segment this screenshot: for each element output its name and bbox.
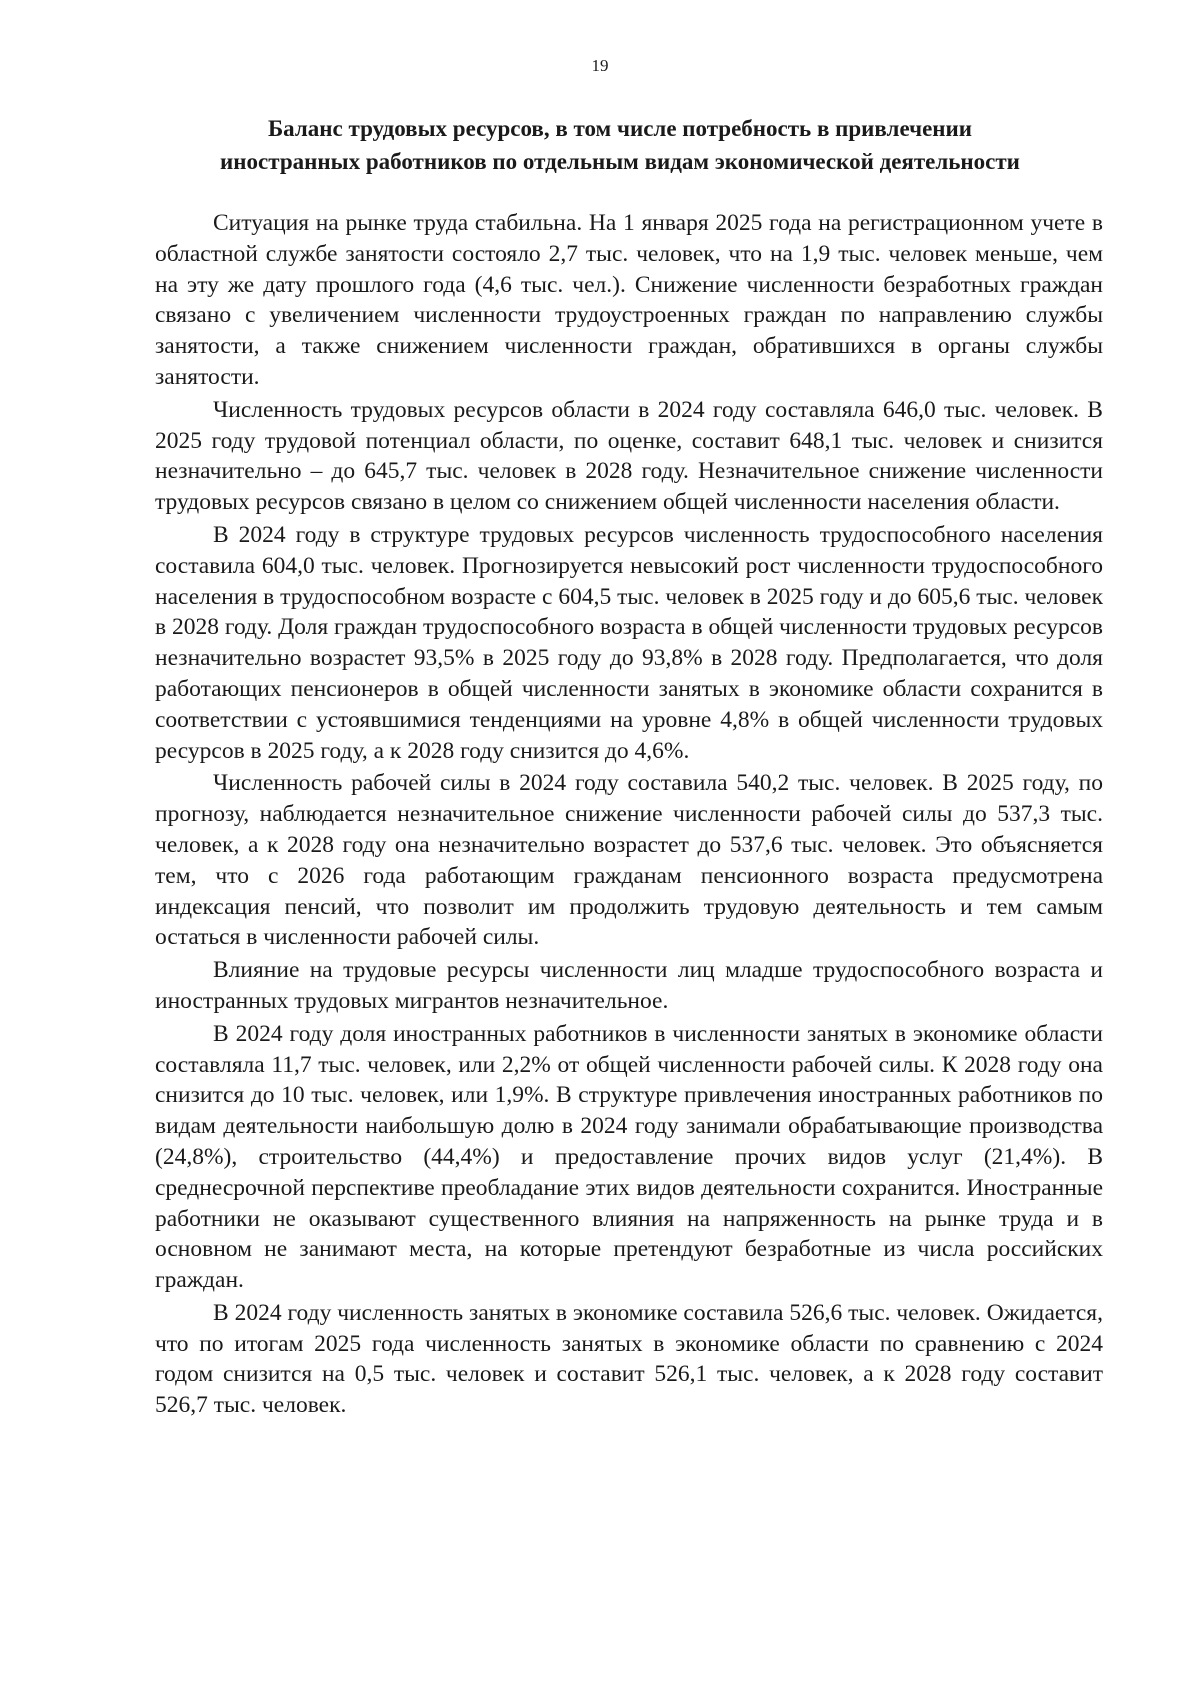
heading-line-1: Баланс трудовых ресурсов, в том числе потребность в привлечении: [267, 116, 973, 141]
paragraph: В 2024 году доля иностранных работников в численности занятых в экономике области составляла 11,7 тыс. человек, или 2,2% от общей численности рабочей силы. К 2028 году она снизится до 10 тыс. человек, или 1,9%. В структуре привлечения иностранных работников по видам деятельности наибольшую долю в 2024 году занимали обрабатывающие производства (24,8%), строительство (44,4%) и предоставление прочих видов услуг (21,4%). В среднесрочной перспективе преобладание этих видов деятельности сохранится. Иностранные работники не оказывают существенного влияния на напряженность на рынке труда и в основном не занимают места, на которые претендуют безработные из числа российских граждан.: [155, 1020, 1103, 1294]
body-text: [155, 208, 1103, 1423]
paragraph: В 2024 году в структуре трудовых ресурсов численность трудоспособного населения составила 604,0 тыс. человек. Прогнозируется невысокий рост численности трудоспособного населения в трудоспособном возрасте с 604,5 тыс. человек в 2025 году и до 605,6 тыс. человек в 2028 году. Доля граждан трудоспособного возраста в общей численности трудовых ресурсов незначительно возрастет 93,5% в 2025 году до 93,8% в 2028 году. Предполагается, что доля работающих пенсионеров в общей численности занятых в экономике области сохранится в соответствии с устоявшимися тенденциями на уровне 4,8% в общей численности трудовых ресурсов в 2025 году, а к 2028 году снизится до 4,6%.: [155, 521, 1103, 764]
paragraph: Численность рабочей силы в 2024 году составила 540,2 тыс. человек. В 2025 году, по прогнозу, наблюдается незначительное снижение численности рабочей силы до 537,3 тыс. человек, а к 2028 году она незначительно возрастет до 537,6 тыс. человек. Это объясняется тем, что с 2026 года работающим гражданам пенсионного возраста предусмотрена индексация пенсий, что позволит им продолжить трудовую деятельность и тем самым остаться в численности рабочей силы.: [155, 770, 1103, 951]
page-number: 19: [591, 56, 609, 75]
section-heading: [140, 112, 1100, 178]
paragraph: Численность трудовых ресурсов области в 2024 году составляла 646,0 тыс. человек. В 2025 году трудовой потенциал области, по оценке, составит 648,1 тыс. человек и снизится незначительно – до 645,7 тыс. человек в 2028 году. Незначительное снижение численности трудовых ресурсов связано в целом со снижением общей численности населения области.: [155, 396, 1103, 516]
paragraph: Ситуация на рынке труда стабильна. На 1 января 2025 года на регистрационном учете в областной службе занятости состояло 2,7 тыс. человек, что на 1,9 тыс. человек меньше, чем на эту же дату прошлого года (4,6 тыс. чел.). Снижение численности безработных граждан связано с увеличением численности трудоустроенных граждан по направлению службы занятости, а также снижением численности граждан, обратившихся в органы службы занятости.: [155, 210, 1103, 390]
paragraph: Влияние на трудовые ресурсы численности лиц младше трудоспособного возраста и иностранных трудовых мигрантов незначительное.: [155, 957, 1103, 1014]
heading-line-2: иностранных работников по отдельным видам экономической деятельности: [220, 149, 1020, 174]
paragraph: В 2024 году численность занятых в экономике составила 526,6 тыс. человек. Ожидается, что по итогам 2025 года численность занятых в экономике области по сравнению с 2024 годом снизится на 0,5 тыс. человек и составит 526,1 тыс. человек, а к 2028 году составит 526,7 тыс. человек.: [155, 1299, 1103, 1419]
